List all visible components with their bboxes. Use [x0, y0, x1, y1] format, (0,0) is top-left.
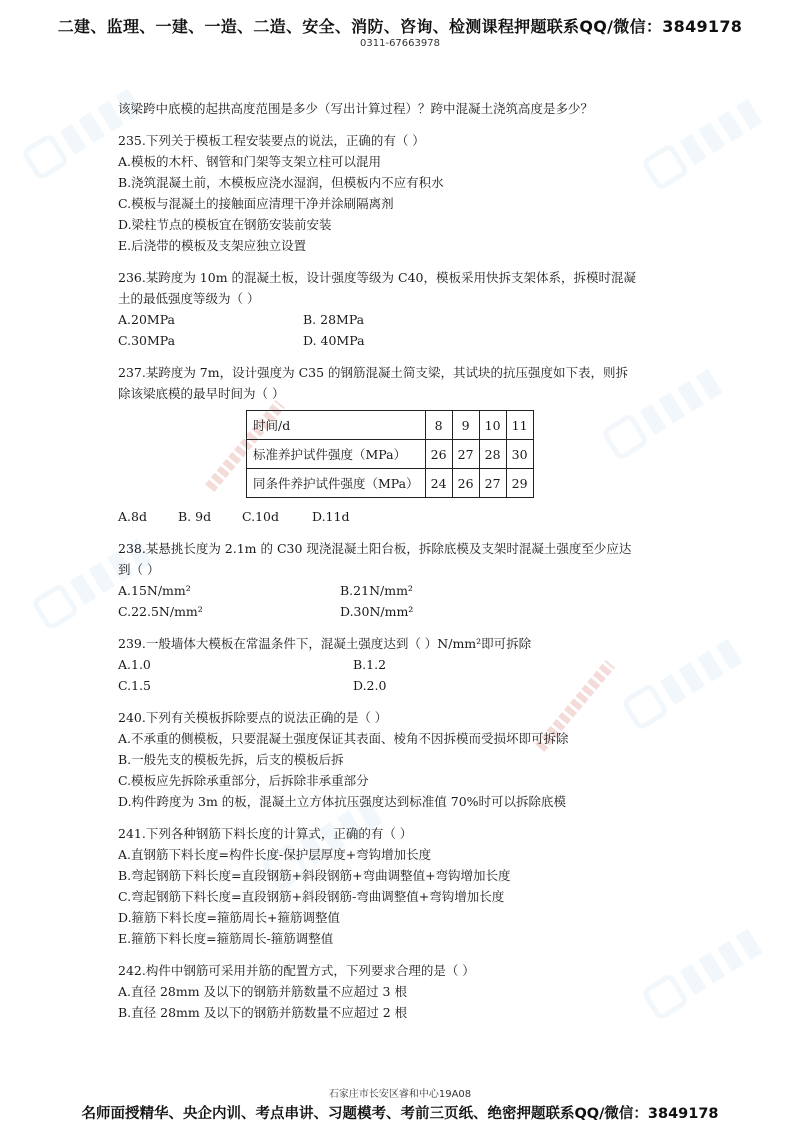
table-cell: 30	[506, 440, 533, 469]
option-d: D.30N/mm²	[340, 604, 414, 619]
question-stem: 238.某悬挑长度为 2.1m 的 C30 现浇混凝土阳台板，拆除底模及支架时混凝土强度至少应达	[118, 541, 632, 556]
option-b: B.浇筑混凝土前，木模板应浇水湿润，但模板内不应有积水	[118, 175, 444, 190]
question-stem: 235.下列关于模板工程安装要点的说法，正确的有（ ）	[118, 133, 425, 148]
option-b: B. 28MPa	[303, 312, 365, 327]
option-b: B.1.2	[353, 657, 387, 672]
option-row	[118, 654, 708, 675]
option-d: D.梁柱节点的模板宜在钢筋安装前安装	[118, 217, 332, 232]
option-c: C.1.5	[118, 678, 151, 693]
option-row	[118, 330, 708, 351]
question-stem: 239.一般墙体大模板在常温条件下，混凝土强度达到（ ）N/mm²即可拆除	[118, 636, 532, 651]
question-239	[118, 633, 708, 696]
table-day: 11	[506, 411, 533, 440]
option-a: A.直钢筋下料长度=构件长度-保护层厚度+弯钩增加长度	[118, 847, 432, 862]
table-day: 8	[425, 411, 452, 440]
question-stem: 241.下列各种钢筋下料长度的计算式，正确的有（ ）	[118, 826, 413, 841]
option-row	[118, 506, 708, 527]
option-a: A.15N/mm²	[118, 583, 191, 598]
table-day: 10	[479, 411, 506, 440]
header-phone: 0311-67663978	[360, 38, 440, 49]
option-c: C.弯起钢筋下料长度=直段钢筋+斜段钢筋-弯曲调整值+弯钩增加长度	[118, 889, 505, 904]
option-d: D.箍筋下料长度=箍筋周长+箍筋调整值	[118, 910, 340, 925]
question-235	[118, 130, 708, 256]
question-241	[118, 823, 708, 949]
intro-line: 该梁跨中底模的起拱高度范围是多少（写出计算过程）？跨中混凝土浇筑高度是多少？	[118, 101, 594, 116]
option-row	[118, 601, 708, 622]
question-list	[118, 98, 708, 1023]
question-stem: 242.构件中钢筋可采用并筋的配置方式，下列要求合理的是（ ）	[118, 963, 475, 978]
option-a: A.1.0	[118, 657, 151, 672]
table-cell: 28	[479, 440, 506, 469]
intro-question	[118, 98, 708, 119]
option-c: C.30MPa	[118, 333, 176, 348]
question-238	[118, 538, 708, 622]
question-stem: 236.某跨度为 10m 的混凝土板，设计强度等级为 C40，模板采用快拆支架体系，拆模时混凝	[118, 270, 636, 285]
option-a: A.8d	[118, 509, 147, 524]
option-d: D. 40MPa	[303, 333, 365, 348]
footer-address: 石家庄市长安区睿和中心19A08	[328, 1089, 472, 1100]
option-a: A.直径 28mm 及以下的钢筋并筋数量不应超过 3 根	[118, 984, 407, 999]
footer-title: 名师面授精华、央企内训、考点串讲、习题模考、考前三页纸、绝密押题联系QQ/微信：3849178	[81, 1106, 719, 1122]
option-d: D.11d	[312, 509, 350, 524]
option-b: B. 9d	[178, 509, 212, 524]
table-cell: 27	[479, 469, 506, 498]
question-stem-cont: 土的最低强度等级为（ ）	[118, 291, 260, 306]
table-cell: 29	[506, 469, 533, 498]
table-row	[247, 411, 534, 440]
table-header-label: 时间/d	[247, 411, 426, 440]
table-day: 9	[452, 411, 479, 440]
option-c: C.10d	[242, 509, 279, 524]
option-e: E.后浇带的模板及支架应独立设置	[118, 238, 307, 253]
question-stem-cont: 到（ ）	[118, 562, 160, 577]
strength-table	[246, 410, 534, 498]
table-row	[247, 440, 534, 469]
table-row-label: 标准养护试件强度（MPa）	[247, 440, 426, 469]
option-row	[118, 580, 708, 601]
option-b: B.弯起钢筋下料长度=直段钢筋+斜段钢筋+弯曲调整值+弯钩增加长度	[118, 868, 511, 883]
option-b: B.一般先支的模板先拆，后支的模板后拆	[118, 752, 344, 767]
option-a: A.20MPa	[118, 312, 176, 327]
option-b: B.21N/mm²	[340, 583, 413, 598]
question-stem-cont: 除该梁底模的最早时间为（ ）	[118, 386, 285, 401]
option-d: D.2.0	[353, 678, 387, 693]
question-240	[118, 707, 708, 812]
table-row-label: 同条件养护试件强度（MPa）	[247, 469, 426, 498]
question-stem: 240.下列有关模板拆除要点的说法正确的是（ ）	[118, 710, 388, 725]
header-title: 二建、监理、一建、一造、二造、安全、消防、咨询、检测课程押题联系QQ/微信：3849178	[57, 17, 743, 36]
question-stem: 237.某跨度为 7m，设计强度为 C35 的钢筋混凝土简支梁，其试块的抗压强度如下表，则拆	[118, 365, 629, 380]
option-c: C.模板应先拆除承重部分，后拆除非承重部分	[118, 773, 369, 788]
option-b: B.直径 28mm 及以下的钢筋并筋数量不应超过 2 根	[118, 1005, 408, 1020]
option-a: A.不承重的侧模板，只要混凝土强度保证其表面、棱角不因拆模而受损坏即可拆除	[118, 731, 569, 746]
question-236	[118, 267, 708, 351]
option-c: C.模板与混凝土的接触面应清理干净并涂刷隔离剂	[118, 196, 394, 211]
table-row	[247, 469, 534, 498]
option-row	[118, 309, 708, 330]
option-row	[118, 675, 708, 696]
option-a: A.模板的木杆、钢管和门架等支架立柱可以混用	[118, 154, 382, 169]
option-e: E.箍筋下料长度=箍筋周长-箍筋调整值	[118, 931, 334, 946]
option-c: C.22.5N/mm²	[118, 604, 203, 619]
question-237	[118, 362, 708, 527]
table-cell: 24	[425, 469, 452, 498]
question-242	[118, 960, 708, 1023]
option-d: D.构件跨度为 3m 的板，混凝土立方体抗压强度达到标准值 70%时可以拆除底模	[118, 794, 567, 809]
table-cell: 27	[452, 440, 479, 469]
table-cell: 26	[425, 440, 452, 469]
table-cell: 26	[452, 469, 479, 498]
